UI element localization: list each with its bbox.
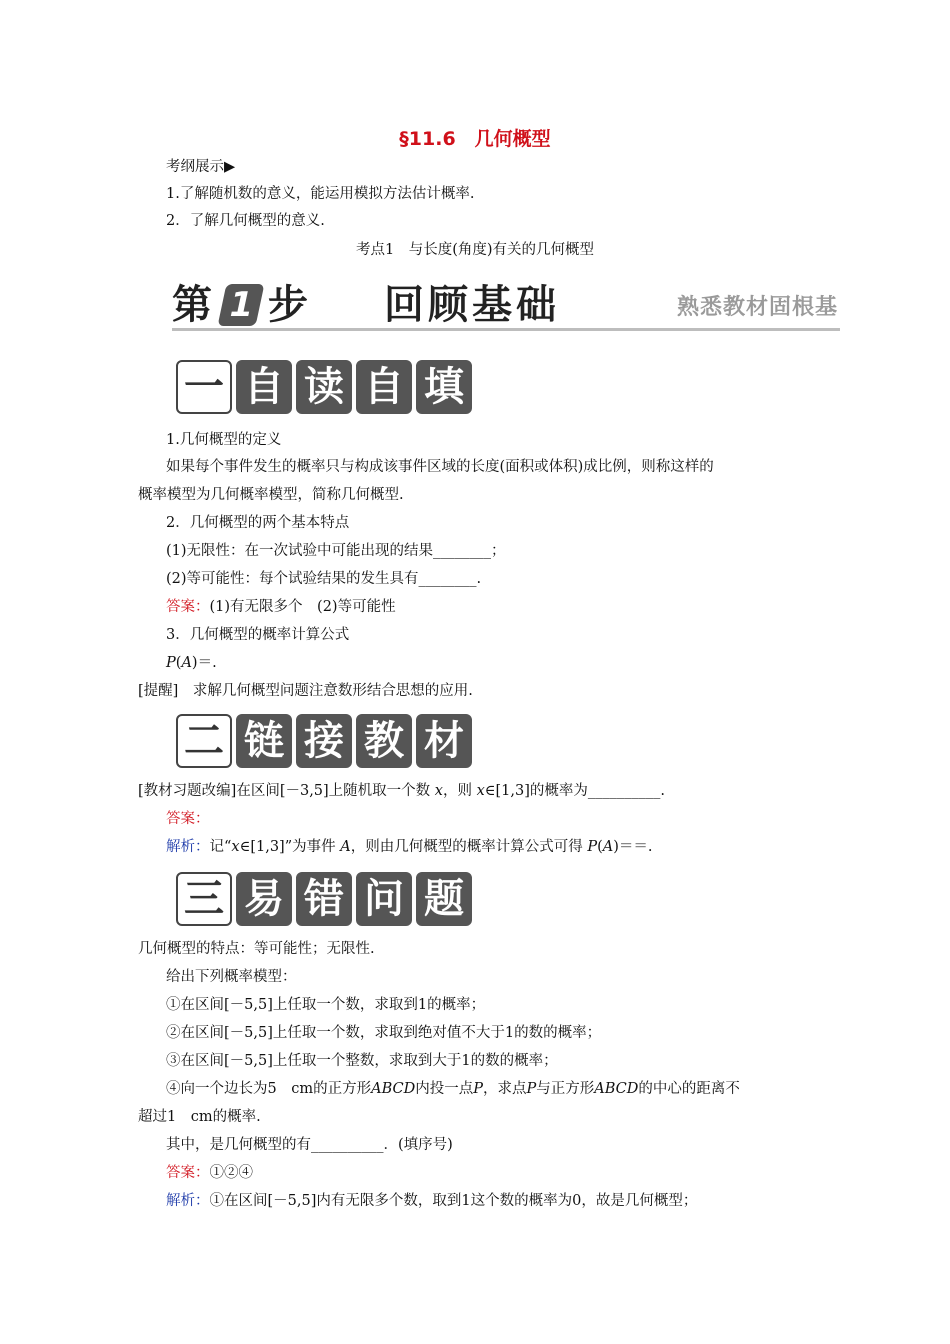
syllabus-item-1: 1.了解随机数的意义，能运用模拟方法估计概率. xyxy=(166,186,475,202)
section-2-char: 接 xyxy=(296,714,352,768)
section-1-numeral: 一 xyxy=(176,360,232,414)
s3-para-1: 几何概型的特点：等可能性；无限性. xyxy=(138,941,375,957)
jx-var-x: x xyxy=(231,839,240,855)
section-title: §11.6 几何概型 xyxy=(399,128,551,150)
answer-text: (1)有无限多个 (2)等可能性 xyxy=(209,599,396,615)
banner-prefix: 第 xyxy=(172,282,212,328)
banner-step-number: 1 xyxy=(218,284,265,326)
section-2-char: 材 xyxy=(416,714,472,768)
s1-heading-2: 2．几何概型的两个基本特点 xyxy=(166,515,350,531)
i4-p: P xyxy=(473,1081,483,1097)
s1-para-1b: 概率模型为几何概率模型，简称几何概型. xyxy=(138,487,404,503)
i4-p: P xyxy=(526,1081,537,1097)
answer-label: 答案： xyxy=(166,1165,210,1181)
s1-answer xyxy=(166,597,396,617)
s1-para-1a: 如果每个事件发生的概率只与构成该事件区域的长度(面积或体积)成比例，则称这样的 xyxy=(166,459,714,475)
s1-heading-1: 1.几何概型的定义 xyxy=(166,432,282,448)
s1-char-1: (1)无限性：在一次试验中可能出现的结果________； xyxy=(166,543,506,559)
i4-d: 与正方形 xyxy=(536,1081,595,1097)
s3-para-2: 给出下列概率模型： xyxy=(166,969,297,985)
jx-var-a: A xyxy=(340,839,351,855)
i4-b: 内投一点 xyxy=(415,1081,474,1097)
jx-pre: 记“ xyxy=(209,839,232,855)
i4-a: ④向一个边长为5 cm的正方形 xyxy=(166,1081,372,1097)
jx-var-a: A xyxy=(602,839,614,855)
syllabus-label: 考纲展示▶ xyxy=(166,159,236,175)
section-3-char: 问 xyxy=(356,872,412,926)
q-post: ∈[1,3]的概率为__________. xyxy=(484,783,665,799)
s1-formula xyxy=(166,653,217,673)
syllabus-item-2: 2．了解几何概型的意义. xyxy=(166,213,325,229)
jx-mid2: ，则由几何概型的概率计算公式可得 xyxy=(350,839,588,855)
i4-c: ，求点 xyxy=(483,1081,527,1097)
section-3-numeral: 三 xyxy=(176,872,232,926)
banner-subtitle: 熟悉教材固根基 xyxy=(676,295,838,320)
i4-abcd: ABCD xyxy=(594,1081,639,1097)
s3-question: 其中，是几何概型的有__________．(填序号) xyxy=(166,1137,453,1153)
solution-label: 解析： xyxy=(166,839,210,855)
q-var-x: x xyxy=(434,783,443,799)
section-2-char: 链 xyxy=(236,714,292,768)
q-mid: ，则 xyxy=(442,783,477,799)
formula-p: P xyxy=(166,655,176,671)
section-1-char: 读 xyxy=(296,360,352,414)
q-var-x: x xyxy=(476,783,485,799)
solution-label: 解析： xyxy=(166,1193,210,1209)
jx-var-p: P xyxy=(587,839,598,855)
jx-paren: ( xyxy=(597,839,603,855)
s3-item-2: ②在区间[－5,5]上任取一个数，求取到绝对值不大于1的数的概率； xyxy=(166,1025,602,1041)
s1-tip: [提醒] 求解几何概型问题注意数形结合思想的应用. xyxy=(138,683,473,699)
jx-mid: ∈[1,3]”为事件 xyxy=(239,839,341,855)
answer-label: 答案： xyxy=(166,599,210,615)
formula-a: A xyxy=(181,655,192,671)
s3-item-4 xyxy=(166,1079,740,1099)
s3-solution xyxy=(166,1191,697,1211)
section-2-numeral: 二 xyxy=(176,714,232,768)
s1-char-2: (2)等可能性：每个试验结果的发生具有________. xyxy=(166,571,482,587)
s3-item-3: ③在区间[－5,5]上任取一个整数，求取到大于1的数的概率； xyxy=(166,1053,558,1069)
s3-item-1: ①在区间[－5,5]上任取一个数，求取到1的概率； xyxy=(166,997,486,1013)
formula-end: )＝. xyxy=(191,655,217,671)
s1-heading-3: 3．几何概型的概率计算公式 xyxy=(166,627,350,643)
section-3-char: 错 xyxy=(296,872,352,926)
step-banner xyxy=(172,280,840,336)
section-1-char: 填 xyxy=(416,360,472,414)
section-1-char: 自 xyxy=(236,360,292,414)
s3-item-4-cont: 超过1 cm的概率. xyxy=(138,1109,261,1125)
s3-answer xyxy=(166,1163,253,1183)
q-pre: [教材习题改编]在区间[－3,5]上随机取一个数 xyxy=(138,783,435,799)
formula-paren: ( xyxy=(175,655,182,671)
i4-e: 的中心的距离不 xyxy=(638,1081,740,1097)
section-2-char: 教 xyxy=(356,714,412,768)
section-3-char: 题 xyxy=(416,872,472,926)
s2-question xyxy=(138,781,665,801)
answer-text: ①②④ xyxy=(209,1165,253,1181)
s2-solution xyxy=(166,837,653,857)
banner-suffix: 步 xyxy=(268,282,308,328)
section-3-char: 易 xyxy=(236,872,292,926)
kaodian-heading: 考点1 与长度(角度)有关的几何概型 xyxy=(355,242,595,258)
s2-answer-label: 答案： xyxy=(166,811,210,827)
banner-main: 回顾基础 xyxy=(384,282,560,328)
jx-end: )＝＝. xyxy=(613,839,653,855)
i4-abcd: ABCD xyxy=(371,1081,416,1097)
section-1-char: 自 xyxy=(356,360,412,414)
solution-text: ①在区间[－5,5]内有无限多个数，取到1这个数的概率为0，故是几何概型； xyxy=(209,1193,698,1209)
